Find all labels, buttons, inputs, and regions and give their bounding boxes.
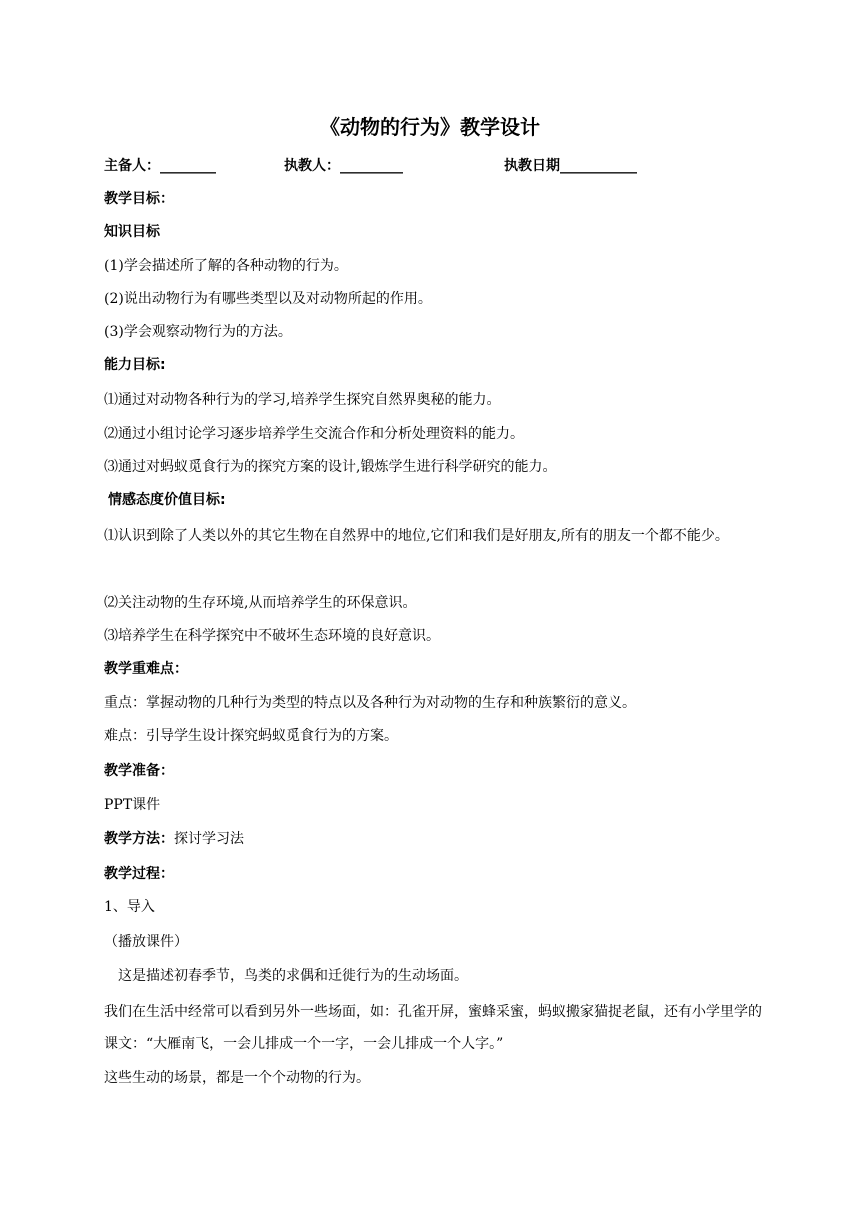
prep-content: PPT课件 (104, 797, 161, 813)
key-heading: 教学重难点： (104, 661, 188, 677)
ability-item-1: ⑴通过对动物各种行为的学习,培养学生探究自然界奥秘的能力。 (104, 392, 501, 408)
paragraph-1: 这是描述初春季节，鸟类的求偶和迁徙行为的生动场面。 (118, 968, 468, 984)
teacher-field: 执教人：_________ (284, 158, 403, 174)
ability-heading: 能力目标: (104, 357, 166, 373)
knowledge-item-1: (1)学会描述所了解的各种动物的行为。 (104, 258, 348, 274)
step-1-intro: 1、导入 (104, 899, 155, 915)
process-heading: 教学过程： (104, 866, 174, 882)
method-value: 探讨学习法 (174, 831, 244, 847)
knowledge-item-3: (3)学会观察动物行为的方法。 (104, 324, 292, 340)
ability-item-3: ⑶通过对蚂蚁觅食行为的探究方案的设计,锻炼学生进行科学研究的能力。 (104, 459, 557, 475)
paragraph-2: 我们在生活中经常可以看到另外一些场面，如：孔雀开屏，蜜蜂采蜜，蚂蚁搬家猫捉老鼠，还有小学里学的课文：“大雁南飞，一会儿排成一个一字，一会儿排成一个人字。” (104, 1004, 762, 1052)
emotion-heading: 情感态度价值目标: (108, 492, 226, 508)
method-row (104, 829, 764, 849)
key-point: 重点：掌握动物的几种行为类型的特点以及各种行为对动物的生存和种族繁衍的意义。 (104, 695, 636, 711)
preparer-field: 主备人：________ (104, 158, 216, 174)
difficulty-point: 难点：引导学生设计探究蚂蚁觅食行为的方案。 (104, 728, 398, 744)
emotion-item-1: ⑴认识到除了人类以外的其它生物在自然界中的地位,它们和我们是好朋友,所有的朋友一个都不能少。 (104, 528, 729, 544)
ability-item-2: ⑵通过小组讨论学习逐步培养学生交流合作和分析处理资料的能力。 (104, 426, 524, 442)
play-note: （播放课件） (104, 934, 188, 950)
emotion-item-3: ⑶培养学生在科学探究中不破坏生态环境的良好意识。 (104, 628, 440, 644)
document-title: 《动物的行为》教学设计 (320, 115, 540, 139)
method-label: 教学方法： (104, 831, 174, 847)
prep-heading: 教学准备： (104, 763, 174, 779)
emotion-item-2: ⑵关注动物的生存环境,从而培养学生的环保意识。 (104, 595, 417, 611)
goals-heading: 教学目标： (104, 191, 174, 207)
knowledge-item-2: (2)说出动物行为有哪些类型以及对动物所起的作用。 (104, 291, 432, 307)
paragraph-3: 这些生动的场景，都是一个个动物的行为。 (104, 1070, 370, 1086)
knowledge-heading: 知识目标 (104, 224, 160, 240)
date-field: 执教日期___________ (504, 158, 637, 174)
